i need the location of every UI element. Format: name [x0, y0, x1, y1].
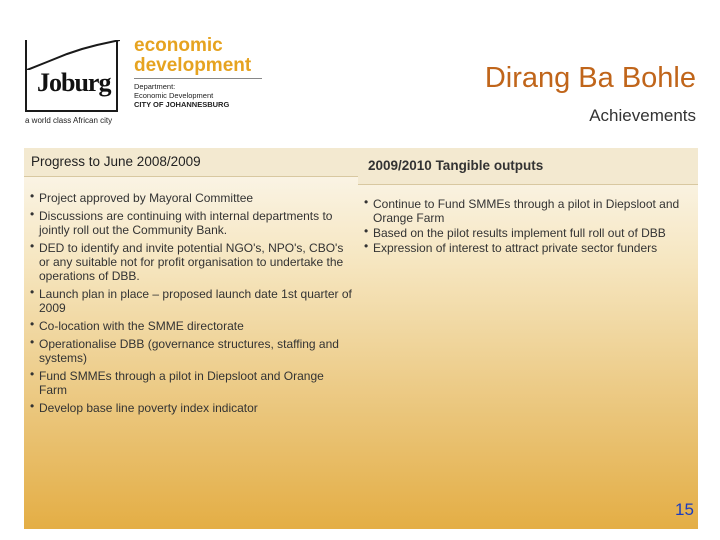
- logo-divider: [134, 78, 262, 79]
- department-text: [134, 82, 213, 100]
- progress-panel: [24, 148, 358, 529]
- slide-subtitle: Achievements: [589, 106, 696, 125]
- joburg-skyline-logo: [25, 40, 118, 112]
- list-item: • Fund SMMEs through a pilot in Diepsloot and Orange Farm: [30, 369, 355, 397]
- joburg-wordmark: Joburg: [37, 68, 111, 97]
- city-logo: [22, 36, 272, 131]
- list-item: • Continue to Fund SMMEs through a pilot in Diepsloot and Orange Farm: [364, 197, 694, 225]
- list-item: • Develop base line poverty index indicator: [30, 401, 355, 415]
- slide-title: Dirang Ba Bohle: [484, 62, 696, 94]
- econ-line2: development: [134, 55, 252, 76]
- list-item: • Project approved by Mayoral Committee: [30, 191, 355, 205]
- skyline-icon: [27, 40, 120, 70]
- list-item: • Co-location with the SMME directorate: [30, 319, 355, 333]
- list-item: • Launch plan in place – proposed launch date 1st quarter of 2009: [30, 287, 355, 315]
- list-item: • Operationalise DBB (governance structures, staffing and systems): [30, 337, 355, 365]
- list-item: • DED to identify and invite potential NGO's, NPO's, CBO's or any suitable not for profit organisation to undertake the operations of DBB.: [30, 241, 355, 283]
- page-number: 15: [675, 500, 694, 519]
- outputs-list: [364, 197, 694, 256]
- list-item: • Expression of interest to attract private sector funders: [364, 241, 694, 255]
- progress-list: [30, 191, 355, 419]
- dept-city: CITY OF JOHANNESBURG: [134, 100, 230, 109]
- progress-heading: Progress to June 2008/2009: [31, 154, 201, 169]
- econ-dev-wordmark: [134, 36, 251, 76]
- outputs-heading: 2009/2010 Tangible outputs: [368, 158, 544, 173]
- list-item: • Based on the pilot results implement full roll out of DBB: [364, 226, 694, 240]
- city-tagline: a world class African city: [25, 116, 113, 125]
- econ-line1: economic: [134, 35, 223, 56]
- list-item: • Discussions are continuing with internal departments to jointly roll out the Community Bank.: [30, 209, 355, 237]
- dept-line2: Economic Development: [134, 91, 214, 100]
- outputs-panel: [358, 148, 698, 529]
- dept-line1: Department:: [134, 82, 176, 91]
